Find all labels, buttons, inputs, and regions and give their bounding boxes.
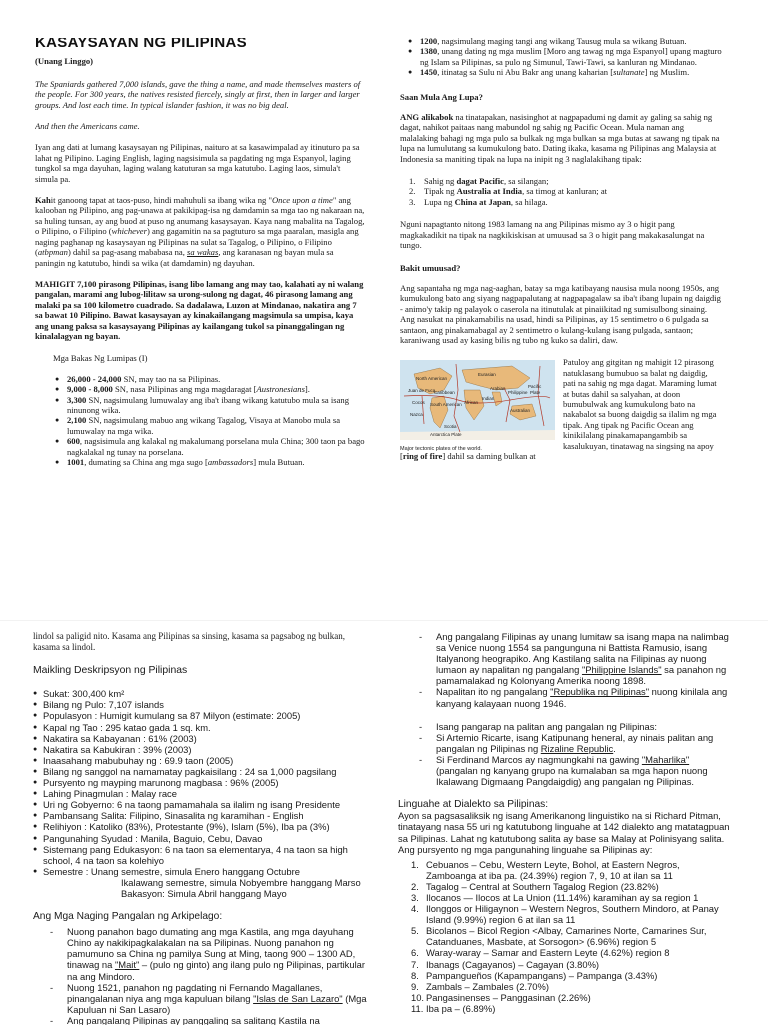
list-item: - Napalitan ito ng pangalang "Republika ng Pilipinas" nuong kinilala ang kanyang kalayaan nuong 1946. bbox=[416, 686, 732, 708]
list-item: ● Pursyento ng mayping marunong magbasa : 96% (2005) bbox=[33, 777, 373, 788]
map-label: African bbox=[464, 400, 479, 406]
stats-list bbox=[33, 688, 373, 877]
map-label: Philippine bbox=[508, 390, 528, 396]
linguahe-paragraph: Ayon sa pagsasaliksik ng isang Amerikanong linguistiko na si Richard Pitman, tinatayang nasa 55 uri ng katutubong linguahe at 142 dialekto ang matatagpuan sa Pilipinas. Lahat ng katutubong salita ay base sa Malay at Polinisyang salita. Ang pursyento ng mga pangunahing linguahe sa Pilipinas ay: bbox=[398, 810, 730, 855]
patuloy-block bbox=[400, 357, 722, 461]
list-item: 1. Sahig ng dagat Pacific, sa silangan; bbox=[409, 176, 549, 187]
top-right-column bbox=[400, 36, 722, 461]
nguni-paragraph: Nguni napagtanto nitong 1983 lamang na ang Pilipinas mismo ay 3 o higit pang magkakadikit na tipak na nagkikiskisan at umuusad sa 3 o higit pang makakasalungat na tungo. bbox=[400, 219, 705, 251]
list-item: ● Bilang ng sanggol na namamatay pagkaisilang : 24 sa 1,000 pagsilang bbox=[33, 766, 373, 777]
pangalan-list bbox=[47, 926, 373, 1025]
list-item: 2. Tipak ng Australia at India, sa timog at kanluran; at bbox=[409, 186, 608, 197]
events-list bbox=[406, 36, 722, 78]
map-label: Caribbean bbox=[434, 390, 455, 396]
mahigit-paragraph: MAHIGIT 7,100 pirasong Pilipinas, isang libo lamang ang may tao, kalahati ay ni walang pangalan, marami ang lubog-lilitaw sa urong-sulong ng dagat, 46 pirasong lamang ang malaki pa sa 100 kilometro cuadrado. Sa dadalawa, Luzon at Mindanao, nakatira ang 7 sa bawat 10 Pilipino. Bawat kasaysayan ay kinakailangang magsimula sa umpisa, kaya ang unang paksa sa kasaysayang Pilipinas ay kailangang tukol sa pinanggalingan ng kinalalagyan ng bayan. bbox=[35, 278, 364, 341]
list-item: - Nuong 1521, panahon ng pagdating ni Fernando Magallanes, pinangalanan niya ang mga kapuluan bilang "Islas de San Lazaro" (Mga Kapuluan ni San Lasaro) bbox=[47, 982, 373, 1015]
world-map-image bbox=[400, 360, 555, 440]
list-item: - Ang pangalang Pilipinas ay panggaling sa salitang Kastila na bbox=[47, 1015, 373, 1025]
saan-paragraph: ANG alikabok na tinatapakan, nasisinghot at nagpapadumi ng damit ay galing sa sahig ng dagat, nahikot paitaas nang mabundol ng sahig ng Pacific Ocean. Mula naman ang malalaking bahagi ng mga pulo sa bulkak ng mga bulkan sa mga butas at sawang ng tipak na lupa na lumulutang sa kumukulong bato. Dating ikaka, kasama ng Pilipinas ang Malaysia at Indonesia sa maniting tipak na lupa na inipit ng 3 naglalakihang tipak: bbox=[400, 112, 720, 164]
map-label: Australian bbox=[510, 408, 531, 414]
top-left-column bbox=[35, 38, 365, 467]
bottom-left-column bbox=[33, 631, 373, 1025]
list-item: ● Pangunahing Syudad : Manila, Baguio, Cebu, Davao bbox=[33, 833, 373, 844]
continuation-text: lindol sa paligid nito. Kasama ang Pilipinas sa sinsing, kasama sa pagsabog ng bulkan, kasama sa lindol. bbox=[33, 631, 345, 653]
list-item: 1. Cebuanos – Cebu, Western Leyte, Bohol, at Eastern Negros, Zamboanga at iba pa. (24.39%) region 7, 9, 10 at ilan sa 11 bbox=[411, 858, 680, 881]
list-item: 9. Zambals – Zambales (2.70%) bbox=[411, 980, 549, 992]
bakas-list bbox=[53, 374, 365, 468]
list-item: ● 1001, dumating sa China ang mga sugo [ambassadors] mula Butuan. bbox=[53, 457, 365, 467]
republika-link[interactable]: "Republika ng Pilipinas" bbox=[550, 686, 650, 698]
maharlika-link[interactable]: "Maharlika" bbox=[641, 753, 690, 765]
list-item: ● 1450, itinatag sa Sulu ni Abu Bakr ang unang kaharian [sultanate] ng Muslim. bbox=[406, 67, 722, 77]
list-item: 5. Bicolanos – Bicol Region <Albay, Camarines Norte, Camarines Sur, Catanduanes, Masbate, at Sorsogon> (6.96%) region 5 bbox=[411, 925, 707, 948]
list-item: ● Nakatira sa Kabukiran : 39% (2003) bbox=[33, 744, 373, 755]
list-item: ● 1380, unang dating ng mga muslim [Moro ang tawag ng mga Espanyol] upang magturo ng Islam sa Pilipinas, sa pulo ng Simunul, Tawi-Tawi, sa kanluran ng Mindanao. bbox=[406, 46, 722, 67]
list-item: 6. Waray-waray – Samar and Eastern Leyte (4.62%) region 8 bbox=[411, 947, 670, 959]
map-label: Pacific bbox=[528, 384, 542, 390]
bottom-right-column bbox=[398, 631, 732, 1014]
intro-paragraph: The Spaniards gathered 7,000 islands, gave the thing a name, and made themselves masters of the people. For 300 years, the natives resisted fiercely, singly at first, then in larger and larger groups. And lost each time. In typical islander fashion, it was no big deal. bbox=[35, 78, 361, 110]
paragraph-iyan: Iyan ang dati at lumang kasaysayan ng Pilipinas, naituro at sa kasawimpalad ay itinuturo pa sa lahat ng Pilipino. Laging English, laging nagsisimula sa pagdating ng mga Espanyol, laging tungkol sa mga dayuhan, laging walang katuturan sa mga katutubo. Laging laos, simula't simula pa. bbox=[35, 142, 360, 184]
list-item: ● 9,000 - 8,000 SN, nasa Pilipinas ang mga magdaragat [Austronesians]. bbox=[53, 384, 365, 394]
list-item: ● Lahing Pinagmulan : Malay race bbox=[33, 788, 373, 799]
pangalan-heading: Ang Mga Naging Pangalan ng Arkipelago: bbox=[33, 911, 223, 923]
list-item: 4. Ilonggos or Hiligaynon – Western Negros, Southern Mindoro, at Panay Island (9.99%) region 6 at ilan sa 11 bbox=[411, 903, 719, 926]
list-item: ● Nakatira sa Kabayanan : 61% (2003) bbox=[33, 733, 373, 744]
list-item: 11. Iba pa – (6.89%) bbox=[411, 1002, 496, 1014]
list-item: 3. Ilocanos — Ilocos at La Union (11.14%) karamihan ay sa region 1 bbox=[411, 891, 699, 903]
map-label: Scotia bbox=[444, 424, 457, 430]
bakas-heading: Mga Bakas Ng Lumipas (I) bbox=[53, 353, 148, 364]
maikling-heading: Maikling Deskripsyon ng Pilipinas bbox=[33, 665, 188, 677]
map-label: Antarctica Plate bbox=[430, 432, 462, 438]
bakit-heading: Bakit umuusad? bbox=[400, 262, 461, 273]
patuloy-paragraph: Patuloy ang gitgitan ng mahigit 12 pirasong natuklasang bumubuo sa balat ng daigdig, pati na sahig ng mga dagat. Maraming lumat at butas dahil sa salyahan, at doon bumubulwak ang kumukulong bato na nakabalot sa buong daigdig sa ilalim ng mga tipak. Ang tipak ng Pacific Ocean ang kinikilalang pinakamapangambib sa kasalukuyan, tinatawag na singsing na apoy [ring of fire] dahil sa daming bulkan at bbox=[400, 357, 717, 461]
list-item: ● Populasyon : Humigit kumulang sa 87 Milyon (estimate: 2005) bbox=[33, 710, 373, 721]
americans-line: And then the Americans came. bbox=[35, 121, 140, 132]
semestre-line: Bakasyon: Simula Abril hanggang Mayo bbox=[121, 887, 287, 899]
map-label: Nazca bbox=[410, 412, 423, 418]
document-subtitle: (Unang Linggo) bbox=[35, 56, 94, 67]
mait-link[interactable]: "Mait" bbox=[114, 959, 140, 971]
list-item: - Nuong panahon bago dumating ang mga Kastila, ang mga dayuhang Chino ay nakikipagkalakalan na sa Pilipinas. Nuong panahon ng pamumuno sa China ng pamilya Sung at Ming, taong 900 – 1300 AD, tinawag na "Mait" – (pulo ng ginto) ang ilang pulo ng Pilipinas, partikular na ang Mindoro. bbox=[47, 926, 373, 981]
list-item: ● 2,100 SN, nagsimulang mabuo ang wikang Tagalog, Visaya at Manobo mula sa lumuwalay na mga wika. bbox=[53, 415, 365, 436]
map-label: South American bbox=[430, 402, 462, 408]
list-item: ● Sistemang pang Edukasyon: 6 na taon sa elementarya, 4 na taon sa high school, 4 na taon sa kolehiyo bbox=[33, 844, 373, 866]
list-item: - Isang pangarap na palitan ang pangalan ng Pilipinas: bbox=[416, 721, 732, 732]
list-item: ● 26,000 - 24,000 SN, may tao na sa Pilipinas. bbox=[53, 374, 365, 384]
list-item: 2. Tagalog – Central at Southern Tagalog Region (23.82%) bbox=[411, 880, 659, 892]
map-label: Cocos bbox=[412, 400, 425, 406]
list-item: ● Sukat: 300,400 km² bbox=[33, 688, 373, 699]
philippine-islands-link[interactable]: "Philippine Islands" bbox=[581, 664, 662, 676]
list-item: - Si Artemio Ricarte, isang Katipunang heneral, ay ninais palitan ang pangalan ng Pilipinas ng Rizaline Republic. bbox=[416, 732, 732, 754]
saan-heading: Saan Mula Ang Lupa? bbox=[400, 91, 483, 102]
list-item: - Si Ferdinand Marcos ay nagmungkahi na gawing "Maharlika" (pangalan ng kanyang grupo na kumalaban sa mga hapon nuong Ikalawang Digmaang Pangdaigdig) ang pangalan ng Pilipinas. bbox=[416, 754, 732, 787]
bottom-page bbox=[0, 620, 768, 1025]
rizaline-link[interactable]: Rizaline Republic bbox=[540, 742, 614, 754]
map-label: Juan de Fuca bbox=[408, 388, 436, 394]
list-item: 3. Lupa ng China at Japan, sa hilaga. bbox=[409, 196, 548, 207]
list-item: ● 600, nagsisimula ang kalakal ng makalumang porselana mula China; 300 taon pa bago nagkalakal ng tunay na porselana. bbox=[53, 436, 365, 457]
map-label: North American bbox=[416, 376, 448, 382]
bakit-paragraph: Ang sapantaha ng mga nag-aaghan, batay sa mga katibayang nausisa mula noong 1950s, ang kumukulong bato ang siyang nagpapalutang at nagpapagalaw sa iba't ibang lupain ng daigdig - animo'y takip ng palayok o caserola na itinutulak at pinaiikitad ng sumisulbong sinaing. Ang nasukat na pinakamabilis na usad, hindi sa Pilipinas, ay 15 sentimetro o 6 pulgada sa santaon, ang pinakamabagal ay 2 sentimetro o kulang-kulang isang pulgada, santaon; karaniwang usad ay kasing bilis ng tubo ng kuko sa daliri, daw. bbox=[400, 282, 721, 345]
dropcap: Kah bbox=[35, 195, 51, 206]
map-label: Indian bbox=[482, 396, 495, 402]
names-list bbox=[416, 631, 732, 709]
plates-list bbox=[400, 176, 722, 207]
languages-list bbox=[402, 859, 732, 1014]
list-item: ● Kapal ng Tao : 295 katao gada 1 sq. km. bbox=[33, 722, 373, 733]
paragraph-kahit: Kahit ganoong tapat at taos-puso, hindi mahuhuli sa ibang wika ng "Once upon a time" ang kalooban ng Pilipino, ang pag-unawa at pakikipag-isa ng damdamin sa mga tao ng nakaraan na, sa huling tunsan, ay ang buod at puso ng anumang kasaysayan. Kaya nang mabalita na Tagalog, o Pilipino, o Filipino (whichever) ang gagamitin na sa pagtuturo sa mga paaralan, masigla ang naging paghanap ng kasaysayan ng Pilipinas na sulat sa Tagalog, o Pilipino, o Filipino (atbpman) dahil sa pag-asang mababasa na, sa wakas, ang karanasan ng bayan mula sa paningin ng katutubo, hindi sa wika (at damdamin) ng dayuhan. bbox=[35, 195, 365, 268]
list-item: ● 3,300 SN, nagsimulang lumuwalay ang iba't ibang wikang katutubo mula sa isang ninunong wika. bbox=[53, 395, 365, 416]
document-title: KASAYSAYAN NG PILIPINAS bbox=[35, 38, 247, 51]
list-item: ● Semestre : Unang semestre, simula Enero hanggang Octubre bbox=[33, 866, 373, 877]
tectonic-plates-map bbox=[400, 360, 555, 452]
pangarap-list bbox=[416, 721, 732, 788]
linguahe-heading: Linguahe at Dialekto sa Pilipinas: bbox=[398, 799, 549, 811]
semestre-line: Ikalawang semestre, simula Nobyembre hanggang Marso bbox=[121, 876, 361, 888]
list-item: ● Pambansang Salita: Filipino, Sinasalita ng karamihan - English bbox=[33, 810, 373, 821]
map-label: Eurasian bbox=[478, 372, 496, 378]
list-item: 7. Ibanags (Cagayanos) – Cagayan (3.80%) bbox=[411, 958, 600, 970]
list-item: 8. Pampangueños (Kapampangans) – Pampanga (3.43%) bbox=[411, 969, 658, 981]
islas-link[interactable]: "Islas de San Lazaro" bbox=[253, 992, 343, 1004]
list-item: ● 1200, nagsimulang maging tangi ang wikang Tausug mula sa wikang Butuan. bbox=[406, 36, 722, 46]
map-label: Arabian bbox=[490, 386, 506, 392]
map-label: Plate bbox=[530, 390, 541, 396]
list-item: ● Bilang ng Pulo: 7,107 islands bbox=[33, 699, 373, 710]
list-item: ● Relihiyon : Katoliko (83%), Protestante (9%), Islam (5%), Iba pa (3%) bbox=[33, 821, 373, 832]
map-caption: Major tectonic plates of the world. bbox=[400, 445, 482, 452]
list-item: ● Uri ng Gobyerno: 6 na taong pamamahala sa ilalim ng isang Presidente bbox=[33, 799, 373, 810]
list-item: ● Inaasahang mabubuhay ng : 69.9 taon (2005) bbox=[33, 755, 373, 766]
list-item: 10. Pangasinenses – Panggasinan (2.26%) bbox=[411, 991, 591, 1003]
list-item: - Ang pangalang Filipinas ay unang lumitaw sa isang mapa na nalimbag sa Venice nuong 1554 sa pangunguna ni Battista Ramusio, isang Italyanong heograpiko. Ang Kastilang salita na Filipinas ay nuong lumaon ay napalitan ng pangalang "Philippine Islands" sa panahon ng pamamalakad ng Kolonyang Amerika noong 1898. bbox=[416, 631, 732, 686]
